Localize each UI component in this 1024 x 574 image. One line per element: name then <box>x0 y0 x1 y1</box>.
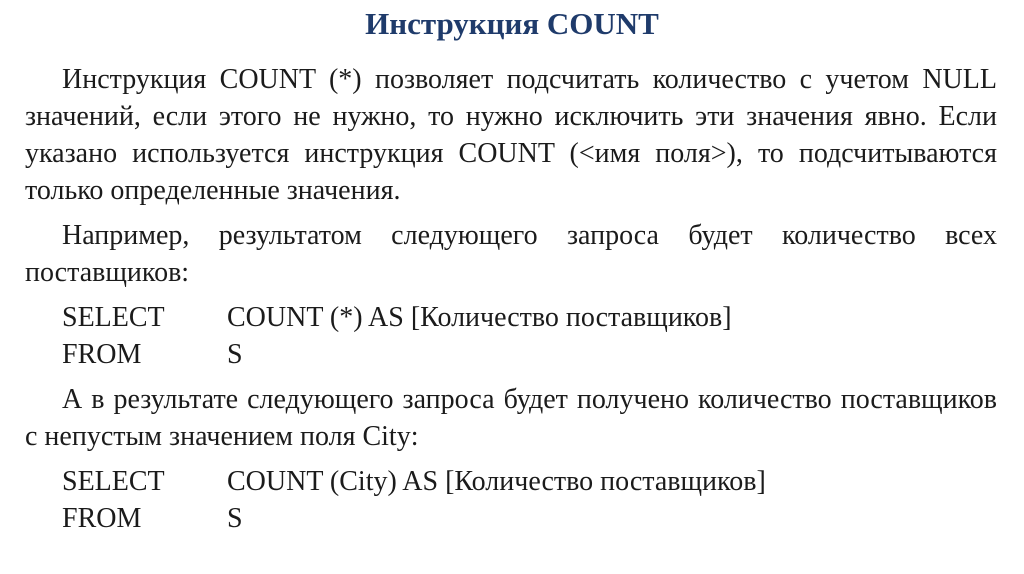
sql-select-expression: COUNT (City) AS [Количество поставщиков] <box>227 466 766 497</box>
sql-keyword-from: FROM <box>62 503 142 534</box>
code-line-select <box>62 299 997 336</box>
sql-keyword-from: FROM <box>62 339 142 370</box>
code-block-count-all <box>62 299 997 373</box>
sql-from-table: S <box>227 503 243 534</box>
slide-body <box>25 61 997 537</box>
sql-from-table: S <box>227 339 243 370</box>
code-line-from <box>62 500 997 537</box>
paragraph-count-description: Инструкция COUNT (*) позволяет подсчитать количество с учетом NULL значений, если этого не нужно, то нужно исключить эти значения явно. Если указано используется инструкция COUNT (<имя поля>), то подсчитываются только определенные значения. <box>25 64 997 206</box>
sql-keyword-select: SELECT <box>62 466 165 497</box>
paragraph-example-all: Например, результатом следующего запроса будет количество всех поставщиков: <box>25 220 997 288</box>
sql-select-expression: COUNT (*) AS [Количество поставщиков] <box>227 302 732 333</box>
code-line-from <box>62 336 997 373</box>
sql-keyword-select: SELECT <box>62 302 165 333</box>
paragraph-example-city: А в результате следующего запроса будет получено количество поставщиков с непустым значением поля City: <box>25 384 997 452</box>
slide-title: Инструкция COUNT <box>365 6 659 41</box>
code-block-count-city <box>62 463 997 537</box>
code-line-select <box>62 463 997 500</box>
